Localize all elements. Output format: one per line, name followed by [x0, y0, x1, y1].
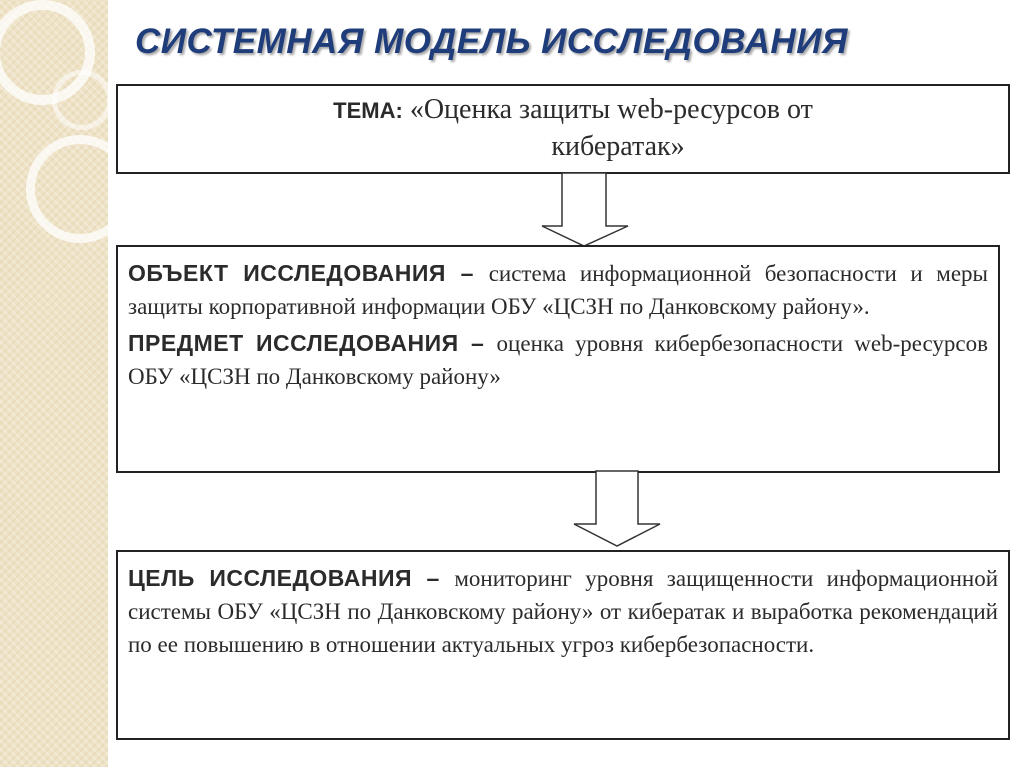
theme-text-2: кибератак»	[551, 131, 685, 162]
goal-box	[116, 550, 1010, 740]
decorative-ring	[52, 70, 112, 130]
theme-line-1	[118, 92, 1008, 129]
object-label: ОБЪЕКТ ИССЛЕДОВАНИЯ	[128, 260, 446, 286]
theme-label: ТЕМА:	[333, 98, 403, 123]
object-subject-box	[116, 245, 1000, 473]
goal-dash: –	[412, 565, 455, 591]
object-dash: –	[445, 260, 489, 286]
goal-label: ЦЕЛЬ ИССЛЕДОВАНИЯ	[128, 565, 413, 591]
theme-box	[116, 84, 1010, 174]
slide-title: СИСТЕМНАЯ МОДЕЛЬ ИССЛЕДОВАНИЯ	[135, 22, 848, 61]
subject-text: оценка уровня кибербезопасности web-ресурсов ОБУ «ЦСЗН по Данковскому району»	[128, 331, 988, 389]
down-arrow-icon	[572, 470, 662, 548]
theme-text-1: «Оценка защиты web-ресурсов от	[409, 94, 813, 125]
goal-paragraph	[128, 562, 998, 661]
subject-dash: –	[458, 330, 497, 356]
down-arrow-icon	[540, 172, 630, 248]
subject-paragraph	[128, 327, 988, 393]
object-paragraph	[128, 257, 988, 323]
decorative-side-band	[0, 0, 108, 767]
subject-label: ПРЕДМЕТ ИССЛЕДОВАНИЯ	[128, 330, 459, 356]
object-text: система информационной безопасности и меры защиты корпоративной информации ОБУ «ЦСЗН по Данковскому району».	[128, 261, 988, 319]
goal-text: мониторинг уровня защищенности информационной системы ОБУ «ЦСЗН по Данковскому району» от кибератак и выработка рекомендаций по ее повышению в отношении актуальных угроз кибербезопасности.	[128, 566, 998, 657]
